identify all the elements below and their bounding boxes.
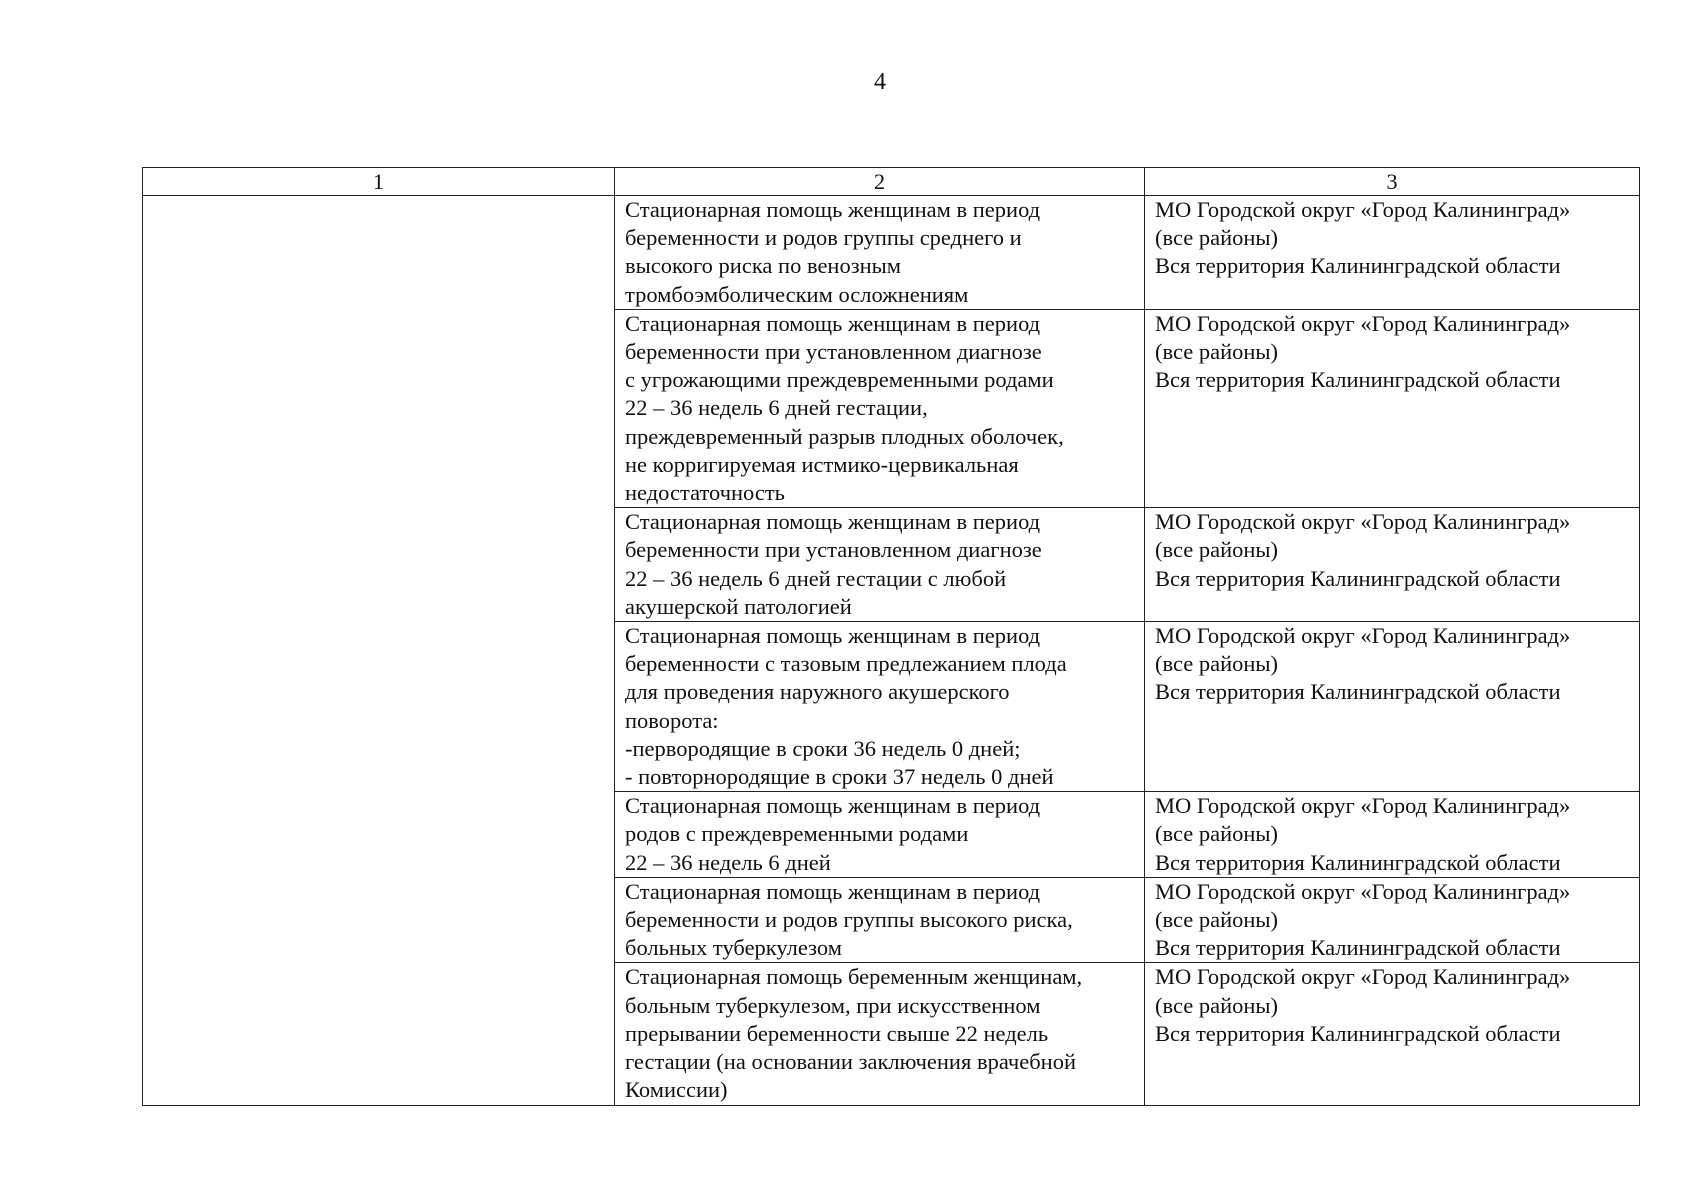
table-body bbox=[143, 196, 1640, 1106]
territory-line: (все районы) bbox=[1155, 339, 1279, 365]
service-description-line: недостаточность bbox=[625, 480, 785, 506]
service-description-line: преждевременный разрыв плодных оболочек, bbox=[625, 423, 1064, 449]
column-header-3: 3 bbox=[1145, 168, 1640, 196]
territory-cell bbox=[1145, 963, 1640, 1105]
service-description-line: прерывании беременности свыше 22 недель bbox=[625, 1020, 1049, 1046]
service-description-line: поворота: bbox=[625, 707, 719, 733]
service-description-line: Стационарная помощь женщинам в период bbox=[625, 623, 1041, 649]
column-header-2: 2 bbox=[615, 168, 1145, 196]
territory-line: Вся территория Калининградской области bbox=[1155, 679, 1561, 705]
service-description-cell bbox=[615, 792, 1145, 878]
service-description-line: Стационарная помощь женщинам в период bbox=[625, 878, 1041, 904]
territory-line: Вся территория Калининградской области bbox=[1155, 367, 1561, 393]
territory-cell bbox=[1145, 309, 1640, 507]
service-description-line: гестации (на основании заключения врачебной bbox=[625, 1049, 1076, 1075]
service-description-line: больных туберкулезом bbox=[625, 935, 842, 961]
service-description-line: -первородящие в сроки 36 недель 0 дней; bbox=[625, 735, 1021, 761]
service-description-cell bbox=[615, 963, 1145, 1105]
service-description-line: беременности и родов группы среднего и bbox=[625, 225, 1022, 251]
territory-line: МО Городской округ «Город Калининград» bbox=[1155, 310, 1571, 336]
service-description-line: тромбоэмболическим осложнениям bbox=[625, 281, 969, 307]
territory-cell bbox=[1145, 792, 1640, 878]
territory-line: Вся территория Калининградской области bbox=[1155, 849, 1561, 875]
service-description-line: Стационарная помощь беременным женщинам, bbox=[625, 964, 1083, 990]
service-description-line: беременности при установленном диагнозе bbox=[625, 537, 1042, 563]
territory-line: МО Городской округ «Город Калининград» bbox=[1155, 878, 1571, 904]
territory-line: Вся территория Калининградской области bbox=[1155, 565, 1561, 591]
territory-cell bbox=[1145, 622, 1640, 792]
service-description-line: 22 – 36 недель 6 дней гестации с любой bbox=[625, 565, 1007, 591]
column-1-empty-cell bbox=[143, 196, 615, 1106]
territory-line: (все районы) bbox=[1155, 907, 1279, 933]
service-description-line: акушерской патологией bbox=[625, 593, 852, 619]
service-description-line: 22 – 36 недель 6 дней гестации, bbox=[625, 395, 928, 421]
territory-line: МО Городской округ «Город Калининград» bbox=[1155, 197, 1571, 222]
service-description-line: 22 – 36 недель 6 дней bbox=[625, 849, 831, 875]
service-description-cell bbox=[615, 622, 1145, 792]
territory-cell bbox=[1145, 196, 1640, 310]
service-description-line: родов с преждевременными родами bbox=[625, 821, 969, 847]
territory-line: Вся территория Калининградской области bbox=[1155, 1020, 1561, 1046]
service-description-line: высокого риска по венозным bbox=[625, 253, 902, 279]
territory-line: МО Городской округ «Город Калининград» bbox=[1155, 793, 1571, 819]
territory-line: Вся территория Калининградской области bbox=[1155, 253, 1561, 279]
service-description-line: беременности при установленном диагнозе bbox=[625, 339, 1042, 365]
territory-line: МО Городской округ «Город Калининград» bbox=[1155, 509, 1571, 535]
service-description-line: беременности и родов группы высокого риска, bbox=[625, 907, 1073, 933]
territory-cell bbox=[1145, 508, 1640, 622]
service-description-cell bbox=[615, 877, 1145, 963]
service-description-line: - повторнородящие в сроки 37 недель 0 дней bbox=[625, 764, 1054, 790]
territory-line: (все районы) bbox=[1155, 537, 1279, 563]
table-row bbox=[143, 196, 1640, 310]
territory-line: (все районы) bbox=[1155, 821, 1279, 847]
service-description-cell bbox=[615, 309, 1145, 507]
service-description-line: с угрожающими преждевременными родами bbox=[625, 367, 1054, 393]
territory-line: (все районы) bbox=[1155, 651, 1279, 677]
service-description-line: не корригируемая истмико-цервикальная bbox=[625, 451, 1019, 477]
territory-line: Вся территория Калининградской области bbox=[1155, 935, 1561, 961]
services-table bbox=[142, 167, 1640, 1106]
service-description-line: больным туберкулезом, при искусственном bbox=[625, 992, 1041, 1018]
service-description-line: Стационарная помощь женщинам в период bbox=[625, 197, 1041, 222]
service-description-line: беременности с тазовым предлежанием плода bbox=[625, 651, 1067, 677]
territory-line: (все районы) bbox=[1155, 225, 1279, 251]
service-description-cell bbox=[615, 508, 1145, 622]
page-number: 4 bbox=[874, 69, 886, 95]
territory-line: МО Городской округ «Город Калининград» bbox=[1155, 623, 1571, 649]
service-description-line: Стационарная помощь женщинам в период bbox=[625, 793, 1041, 819]
territory-cell bbox=[1145, 877, 1640, 963]
territory-line: МО Городской округ «Город Калининград» bbox=[1155, 964, 1571, 990]
service-description-line: для проведения наружного акушерского bbox=[625, 679, 1010, 705]
service-description-line: Комиссии) bbox=[625, 1077, 728, 1103]
service-description-cell bbox=[615, 196, 1145, 310]
table-header-row bbox=[143, 168, 1640, 196]
territory-line: (все районы) bbox=[1155, 992, 1279, 1018]
column-header-1: 1 bbox=[143, 168, 615, 196]
service-description-line: Стационарная помощь женщинам в период bbox=[625, 509, 1041, 535]
service-description-line: Стационарная помощь женщинам в период bbox=[625, 310, 1041, 336]
